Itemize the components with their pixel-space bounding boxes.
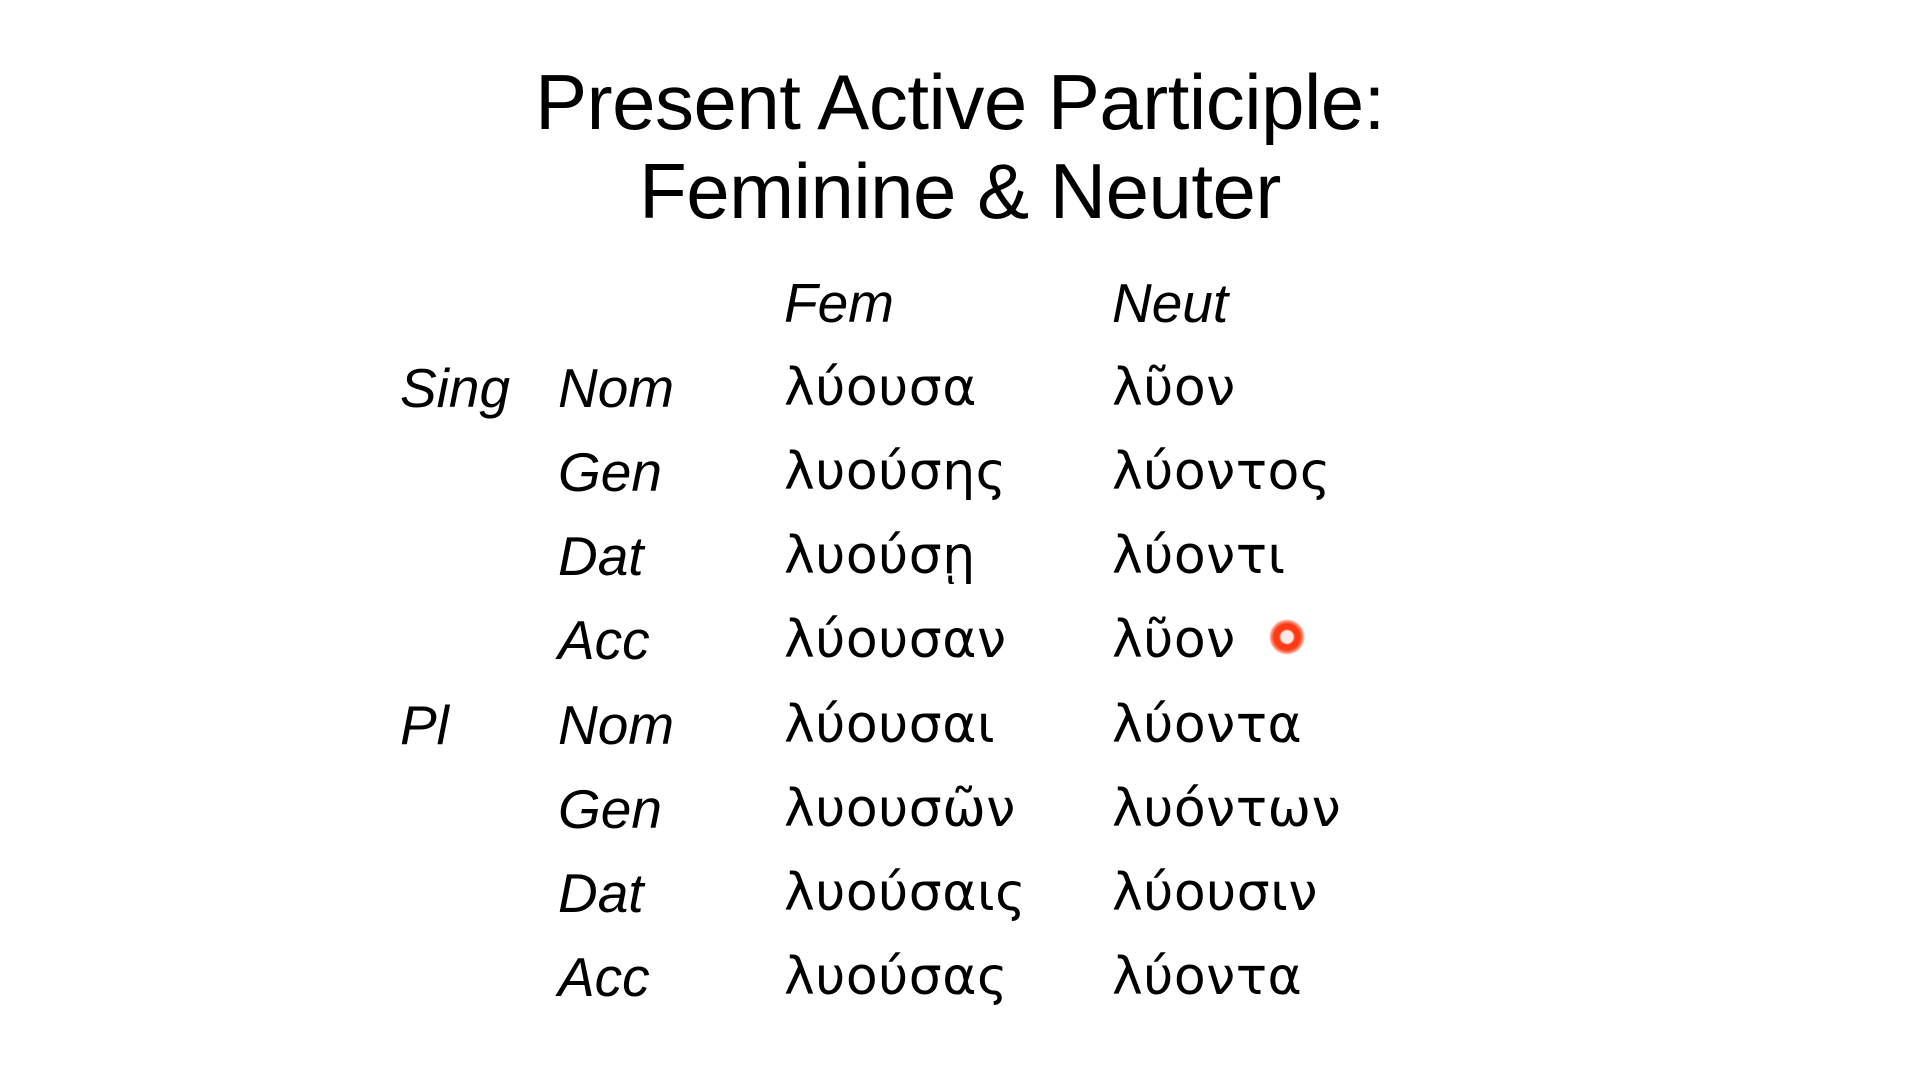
case-label: Acc — [558, 609, 650, 671]
fem-form: λύουσαι — [784, 695, 996, 755]
fem-form: λύουσαν — [784, 610, 1007, 670]
title-line-2: Feminine & Neuter — [639, 147, 1281, 235]
case-label: Gen — [558, 778, 662, 840]
neut-form: λύουσιν — [1112, 863, 1318, 923]
case-label: Gen — [558, 441, 662, 503]
fem-form: λυούσας — [784, 947, 1009, 1007]
case-label: Dat — [558, 525, 644, 587]
neut-form: λύοντα — [1112, 947, 1303, 1007]
neut-form: λύοντος — [1112, 442, 1331, 502]
neut-form: λυόντων — [1112, 779, 1342, 839]
case-label: Nom — [558, 694, 675, 756]
fem-form: λυούσης — [784, 442, 1007, 502]
number-label: Pl — [400, 694, 449, 756]
fem-form: λυουσῶν — [784, 779, 1016, 839]
case-label: Nom — [558, 357, 675, 419]
fem-form: λύουσα — [784, 358, 977, 418]
neut-form: λῦον — [1112, 610, 1236, 670]
title-line-1: Present Active Participle: — [535, 58, 1385, 146]
case-label: Acc — [558, 946, 650, 1008]
laser-pointer-icon — [1269, 619, 1305, 655]
fem-form: λυούσῃ — [784, 526, 976, 586]
case-label: Dat — [558, 862, 644, 924]
neut-form: λῦον — [1112, 358, 1236, 418]
neut-form: λύοντι — [1112, 526, 1286, 586]
neut-form: λύοντα — [1112, 695, 1303, 755]
column-header-neut: Neut — [1112, 272, 1229, 334]
fem-form: λυούσαις — [784, 863, 1027, 923]
slide-title — [0, 58, 1920, 236]
column-header-fem: Fem — [784, 272, 894, 334]
number-label: Sing — [400, 357, 511, 419]
